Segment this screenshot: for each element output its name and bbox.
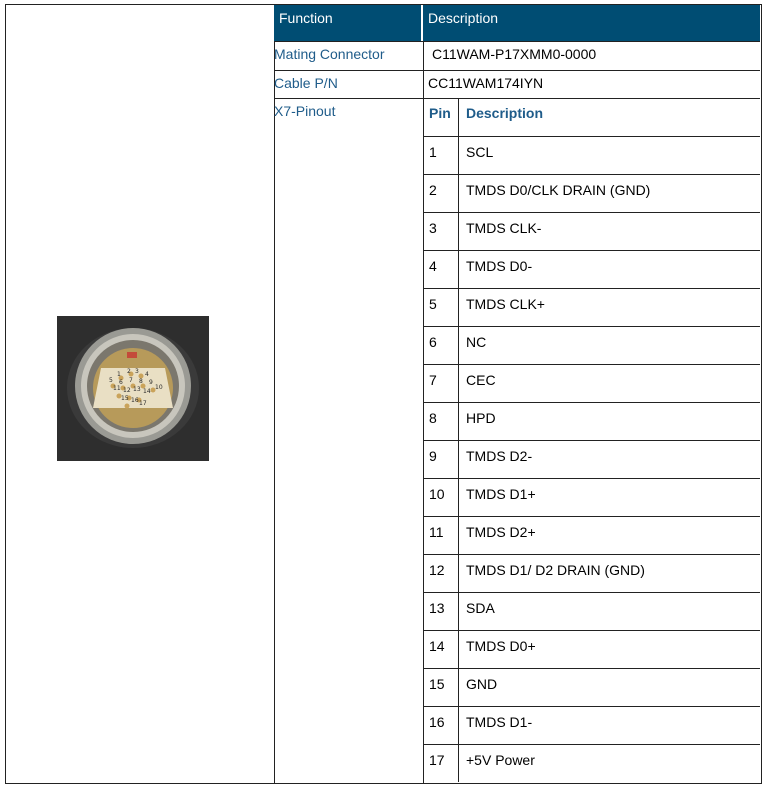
- pin-signal: NC: [466, 334, 487, 350]
- pin-number: 4: [429, 258, 437, 274]
- pin-number: 2: [429, 182, 437, 198]
- image-column: [6, 5, 275, 783]
- pin-number: 17: [429, 752, 445, 768]
- pin-row: [423, 288, 760, 326]
- connector-pin-label: 14: [143, 388, 151, 395]
- pin-header: Pin: [429, 105, 451, 121]
- pin-description-header: Description: [466, 105, 544, 121]
- pin-number: 6: [429, 334, 437, 350]
- pin-row: [423, 668, 760, 706]
- connector-pin-label: 5: [109, 377, 113, 384]
- pin-signal: TMDS D0/CLK DRAIN (GND): [466, 182, 651, 198]
- cable-pn-label: Cable P/N: [274, 75, 338, 91]
- pin-signal: TMDS D2-: [466, 448, 533, 464]
- pin-number: 16: [429, 714, 445, 730]
- pin-row: [423, 136, 760, 174]
- pin-signal: TMDS D2+: [466, 524, 536, 540]
- mating-connector-label: Mating Connector: [274, 46, 385, 62]
- pin-number: 12: [429, 562, 445, 578]
- connector-pin-label: 2: [127, 368, 131, 375]
- header-function: Function: [274, 5, 422, 41]
- pin-row: [423, 592, 760, 630]
- pin-number: 13: [429, 600, 445, 616]
- pin-signal: TMDS D1/ D2 DRAIN (GND): [466, 562, 645, 578]
- pin-row: [423, 478, 760, 516]
- pin-signal: TMDS D0-: [466, 258, 533, 274]
- pinout-subtable: [423, 98, 760, 782]
- pin-number: 5: [429, 296, 437, 312]
- pin-number: 8: [429, 410, 437, 426]
- pin-row: [423, 630, 760, 668]
- connector-pin-label: 3: [135, 368, 139, 375]
- pin-number: 15: [429, 676, 445, 692]
- pin-signal: TMDS CLK+: [466, 296, 545, 312]
- connector-pin-label: 13: [133, 386, 141, 393]
- mating-connector-value: C11WAM-P17XMM0-0000: [432, 46, 597, 62]
- pin-signal: TMDS D1+: [466, 486, 536, 502]
- pin-signal: SCL: [466, 144, 494, 160]
- connector-pin-label: 4: [145, 371, 149, 378]
- connector-pin-label: 15: [121, 395, 129, 402]
- pin-row: [423, 326, 760, 364]
- pin-signal: CEC: [466, 372, 496, 388]
- pin-signal: GND: [466, 676, 498, 692]
- pin-number: 9: [429, 448, 437, 464]
- function-column: [275, 5, 424, 783]
- pin-signal: +5V Power: [466, 752, 535, 768]
- cable-pn-value: CC11WAM174IYN: [428, 75, 544, 91]
- x7-pinout-label: X7-Pinout: [274, 103, 336, 119]
- row-divider: [274, 70, 760, 71]
- connector-pin-label: 16: [131, 397, 139, 404]
- pin-row: [423, 706, 760, 744]
- pin-number: 3: [429, 220, 437, 236]
- pin-row: [423, 364, 760, 402]
- pin-signal: HPD: [466, 410, 496, 426]
- pin-number: 14: [429, 638, 445, 654]
- pin-signal: TMDS D0+: [466, 638, 536, 654]
- header-description: Description: [423, 5, 760, 41]
- pin-row: [423, 250, 760, 288]
- connector-pin-label: 11: [113, 385, 121, 392]
- connector-pin-label: 10: [155, 384, 163, 391]
- connector-illustration: [57, 316, 209, 461]
- connector-pin-label: 8: [139, 378, 143, 385]
- connector-pin-label: 9: [149, 379, 153, 386]
- row-divider: [274, 41, 760, 42]
- connector-pin-label: 12: [123, 387, 131, 394]
- connector-photo: [57, 316, 209, 461]
- pin-number: 1: [429, 144, 437, 160]
- pin-signal: SDA: [466, 600, 495, 616]
- pin-signal: TMDS D1-: [466, 714, 533, 730]
- connector-pin-label: 7: [129, 377, 133, 384]
- pin-number: 11: [429, 524, 444, 540]
- pin-row: [423, 516, 760, 554]
- pin-number: 7: [429, 372, 437, 388]
- connector-pin-label: 6: [119, 379, 123, 386]
- pin-row: [423, 440, 760, 478]
- pin-row: [423, 402, 760, 440]
- pin-row: [423, 174, 760, 212]
- connector-pin-label: 17: [139, 400, 147, 407]
- pin-number: 10: [429, 486, 445, 502]
- connector-pin-label: 1: [117, 371, 121, 378]
- pin-row: [423, 554, 760, 592]
- pin-row: [423, 744, 760, 782]
- pin-row: [423, 212, 760, 250]
- pin-signal: TMDS CLK-: [466, 220, 542, 236]
